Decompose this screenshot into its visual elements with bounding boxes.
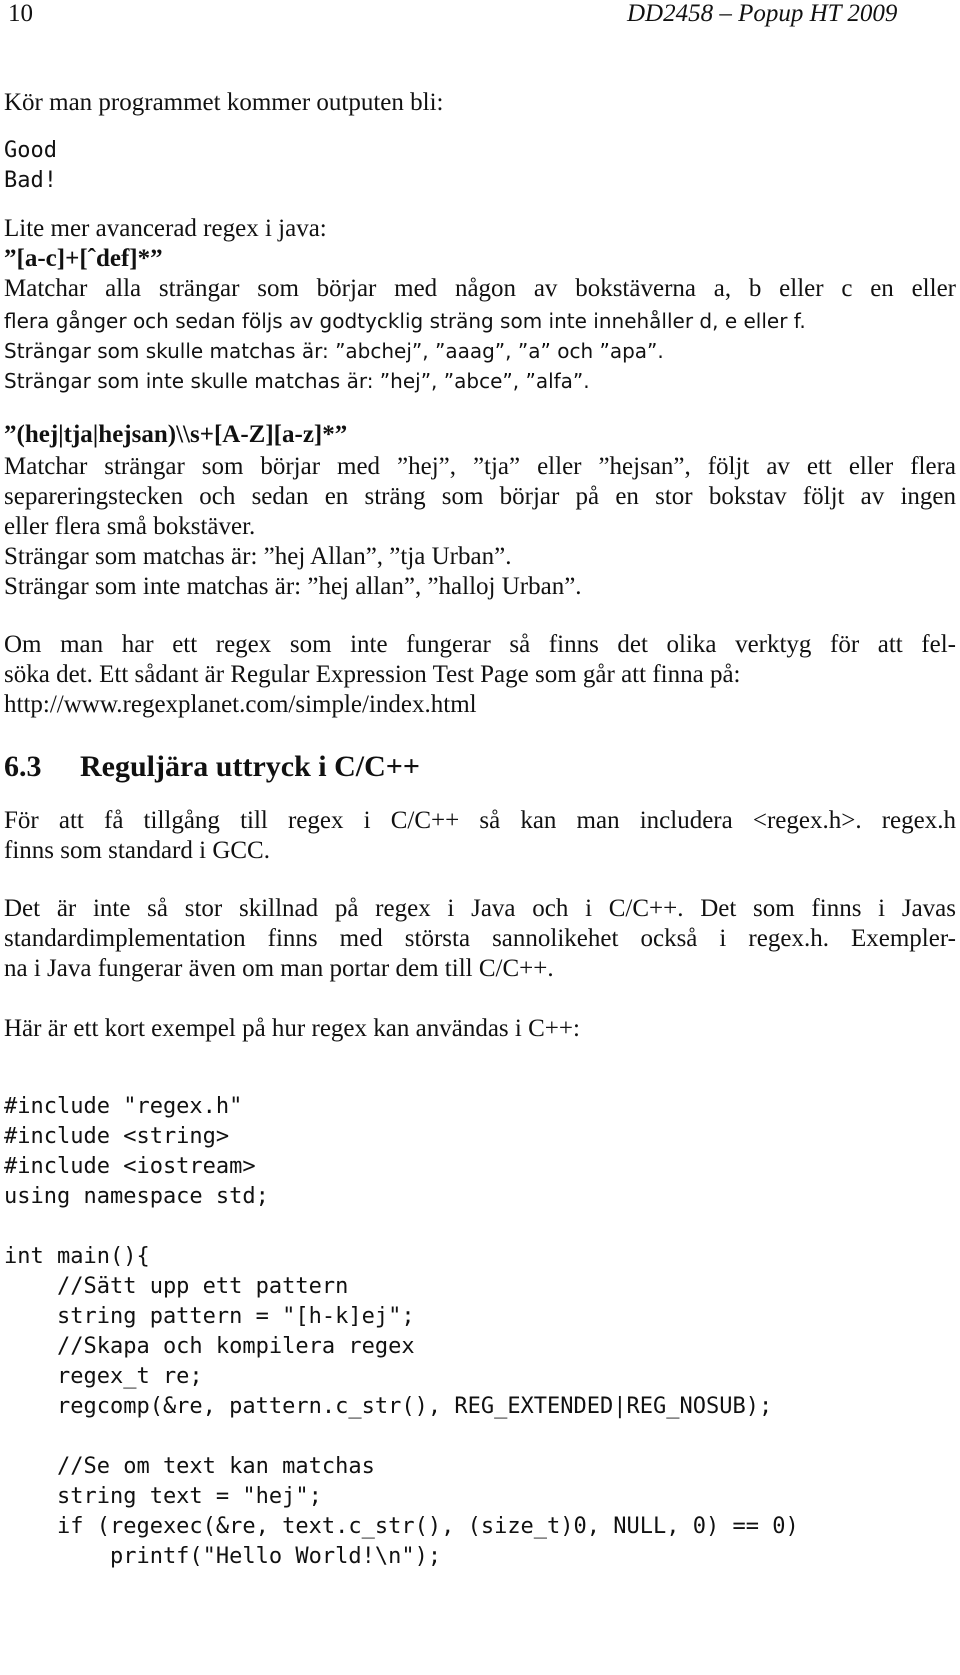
output-line: Bad! [4, 168, 57, 193]
pattern2-matches: Strängar som matchas är: ”hej Allan”, ”tja Urban”. [4, 543, 512, 570]
code-line: int main(){ [4, 1244, 150, 1269]
pattern2-description: eller flera små bokstäver. [4, 513, 256, 540]
code-line: #include <iostream> [4, 1154, 256, 1179]
output-line: Good [4, 138, 57, 163]
code-line: string text = "hej"; [4, 1484, 322, 1509]
code-line: using namespace std; [4, 1184, 269, 1209]
running-title: DD2458 – Popup HT 2009 [627, 0, 898, 27]
regex-java-intro: Lite mer avancerad regex i java: [4, 215, 327, 242]
code-line: string pattern = "[h-k]ej"; [4, 1304, 415, 1329]
code-line: //Sätt upp ett pattern [4, 1274, 349, 1299]
regex-pattern-1: ”[a-c]+[ˆdef]*” [4, 245, 163, 272]
code-line: regcomp(&re, pattern.c_str(), REG_EXTENDED|REG_NOSUB); [4, 1394, 773, 1419]
code-line: //Skapa och kompilera regex [4, 1334, 415, 1359]
section-paragraph: na i Java fungerar även om man portar dem till C/C++. [4, 955, 554, 982]
section-paragraph: finns som standard i GCC. [4, 837, 270, 864]
tools-paragraph: Om man har ett regex som inte fungerar så finns det olika verktyg för att fel- [4, 631, 956, 658]
section-paragraph: standardimplementation finns med största sannolikehet också i regex.h. Exempler- [4, 925, 956, 952]
code-line: printf("Hello World!\n"); [4, 1544, 442, 1569]
section-heading [4, 752, 420, 782]
section-paragraph: Här är ett kort exempel på hur regex kan användas i C++: [4, 1015, 580, 1042]
pattern1-description: flera gånger och sedan följs av godtycklig sträng som inte innehåller d, e eller f. [4, 309, 806, 333]
pattern1-non-matches: Strängar som inte skulle matchas är: ”hej”, ”abce”, ”alfa”. [4, 369, 590, 393]
pattern1-matches: Strängar som skulle matchas är: ”abchej”, ”aaag”, ”a” och ”apa”. [4, 339, 664, 363]
code-line: regex_t re; [4, 1364, 203, 1389]
intro-line: Kör man programmet kommer outputen bli: [4, 89, 444, 116]
code-line: //Se om text kan matchas [4, 1454, 375, 1479]
pattern2-description: separeringstecken och sedan en sträng som börjar på en stor bokstav följt av ingen [4, 483, 956, 510]
section-title: Reguljära uttryck i C/C++ [80, 750, 420, 783]
section-paragraph: Det är inte så stor skillnad på regex i Java och i C/C++. Det som finns i Javas [4, 895, 956, 922]
code-line: if (regexec(&re, text.c_str(), (size_t)0, NULL, 0) == 0) [4, 1514, 799, 1539]
page-header [4, 0, 960, 26]
tools-paragraph: söka det. Ett sådant är Regular Expression Test Page som går att finna på: [4, 661, 741, 688]
code-line: #include "regex.h" [4, 1094, 243, 1119]
pattern1-description: Matchar alla strängar som börjar med någon av bokstäverna a, b eller c en eller [4, 275, 956, 302]
page-number: 10 [8, 0, 33, 27]
regexplanet-url: http://www.regexplanet.com/simple/index.html [4, 691, 477, 718]
section-paragraph: För att få tillgång till regex i C/C++ så kan man includera <regex.h>. regex.h [4, 807, 956, 834]
pattern2-description: Matchar strängar som börjar med ”hej”, ”tja” eller ”hejsan”, följt av ett eller flera [4, 453, 956, 480]
regex-pattern-2: ”(hej|tja|hejsan)\\s+[A-Z][a-z]*” [4, 421, 348, 448]
pattern2-non-matches: Strängar som inte matchas är: ”hej allan”, ”halloj Urban”. [4, 573, 582, 600]
code-line: #include <string> [4, 1124, 230, 1149]
section-number: 6.3 [4, 750, 42, 783]
